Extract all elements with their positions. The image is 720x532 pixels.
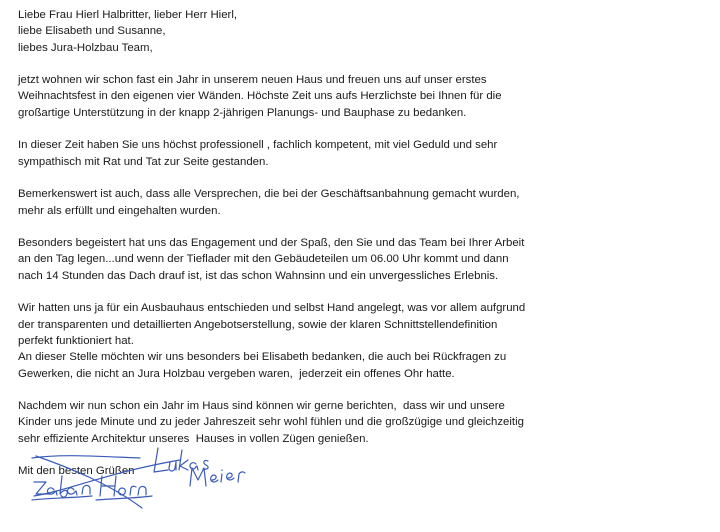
- greeting-line: liebes Jura-Holzbau Team,: [18, 41, 153, 54]
- signature-stroke: [211, 475, 218, 482]
- text-line: sympathisch mit Rat und Tat zur Seite gestanden.: [18, 155, 269, 168]
- signature-stroke: [60, 476, 67, 497]
- signature-stroke: [190, 463, 198, 470]
- handwritten-signatures: [30, 446, 260, 522]
- text-line: nach 14 Stunden das Dach drauf ist, ist das schon Wahnsinn und ein unvergessliches Erlebnis.: [18, 269, 499, 282]
- paragraph: [18, 137, 708, 170]
- text-line: Bemerkenswert ist auch, dass alle Versprechen, die bei der Geschäftsanbahnung gemacht wurden,: [18, 188, 520, 201]
- text-line: an den Tag legen...und wenn der Tieflader mit den Gebäudeteilen um 06.00 Uhr kommt und dann: [18, 253, 509, 266]
- text-line: An dieser Stelle möchten wir uns besonders bei Elisabeth bedanken, die auch bei Rückfragen zu: [18, 351, 507, 364]
- paragraph: [18, 72, 708, 121]
- text-line: In dieser Zeit haben Sie uns höchst professionell , fachlich kompetent, mit viel Geduld und sehr: [18, 139, 498, 152]
- signature-stroke: [221, 470, 222, 482]
- signature-stroke: [190, 468, 206, 486]
- text-line: Wir hatten uns ja für ein Ausbauhaus entschieden und selbst Hand angelegt, was vor allem aufgrund: [18, 302, 526, 315]
- signature-stroke: [96, 496, 152, 500]
- paragraph: [18, 235, 708, 284]
- signature-stroke: [138, 486, 146, 495]
- signature-stroke: [130, 486, 136, 495]
- greeting-line: liebe Elisabeth und Susanne,: [18, 25, 166, 38]
- signature-stroke: [67, 488, 77, 495]
- text-line: Weihnachtsfest in den eigenen vier Wänden. Höchste Zeit uns aufs Herzlichste bei Ihnen für die: [18, 90, 502, 103]
- text-line: jetzt wohnen wir schon fast ein Jahr in unserem neuen Haus und freuen uns auf unser erstes: [18, 74, 487, 87]
- text-line: der transparenten und detaillierten Angebotserstellung, sowie der klaren Schnittstellendefinition: [18, 318, 498, 331]
- text-line: großartige Unterstützung in der knapp 2-jährigen Planungs- und Bauphase zu bedanken.: [18, 106, 467, 119]
- greeting-line: Liebe Frau Hierl Halbritter, lieber Herr Hierl,: [18, 9, 238, 21]
- signature-stroke: [227, 473, 234, 480]
- text-line: sehr effiziente Architektur unseres Hauses in vollen Zügen genießen.: [18, 432, 369, 445]
- signature-stroke: [154, 448, 168, 472]
- closing-line: Mit den besten Grüßen: [18, 465, 135, 478]
- text-line: Besonders begeistert hat uns das Engagement und der Spaß, den Sie und das Team bei Ihrer Arbeit: [18, 237, 525, 250]
- greeting-block: [18, 7, 708, 56]
- text-line: Kinder uns jede Minute und zu jeder Jahreszeit sehr wohl fühlen und die großzügige und gleichzeitig: [18, 416, 524, 429]
- signature-stroke: [238, 472, 245, 482]
- text-line: Gewerken, die nicht an Jura Holzbau vergeben waren, jederzeit ein offenes Ohr hatte.: [18, 367, 455, 380]
- signature-stroke: [32, 456, 140, 458]
- paragraph: [18, 186, 708, 219]
- signature-drawing: [30, 446, 260, 522]
- signature-stroke: [119, 488, 126, 495]
- letter-body: [18, 7, 708, 480]
- paragraph: [18, 300, 708, 381]
- paragraph: [18, 398, 708, 447]
- text-line: Nachdem wir nun schon ein Jahr im Haus sind können wir gerne berichten, dass wir und unsere: [18, 400, 505, 413]
- signature-stroke: [100, 476, 116, 496]
- text-line: perfekt funktioniert hat.: [18, 334, 134, 347]
- signature-stroke: [82, 485, 90, 494]
- text-line: mehr als erfüllt und eingehalten wurden.: [18, 204, 221, 217]
- signature-stroke: [169, 462, 176, 471]
- signature-stroke: [179, 450, 188, 470]
